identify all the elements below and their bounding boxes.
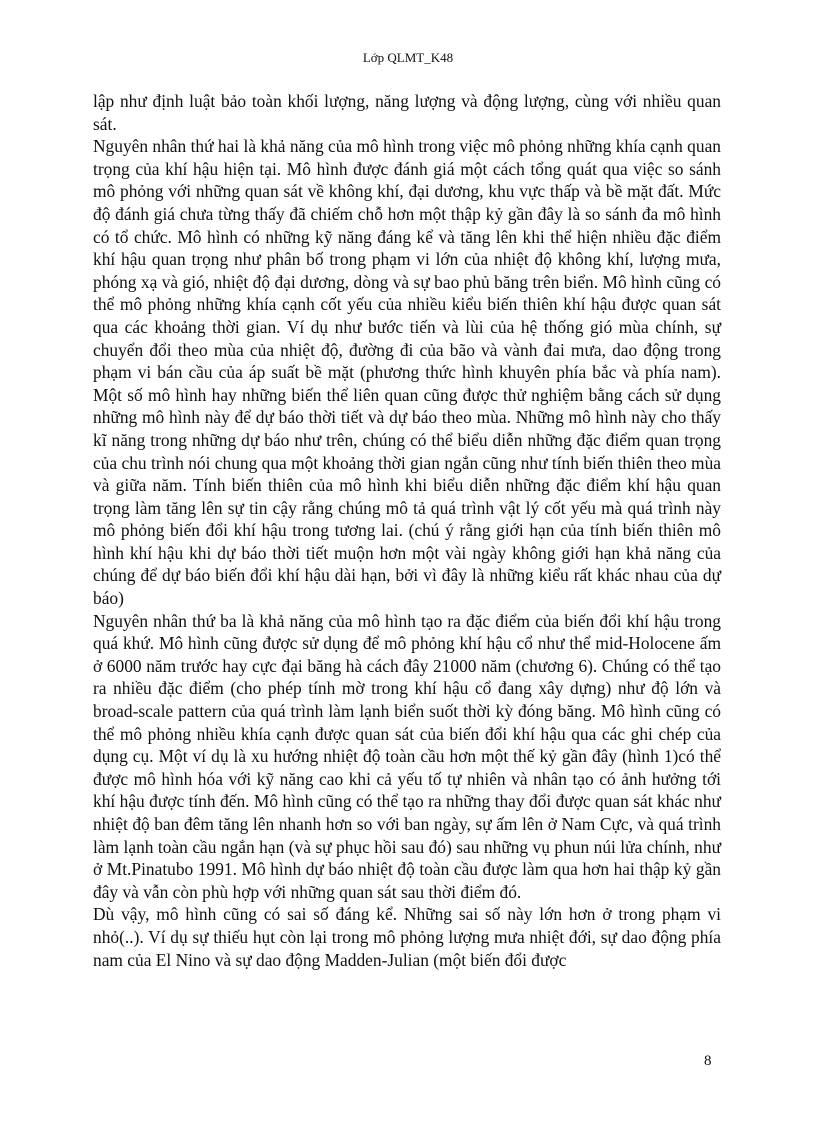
paragraph-model-errors: Dù vậy, mô hình cũng có sai số đáng kể. Những sai số này lớn hơn ở trong phạm vi nhỏ(..). Ví dụ sự thiếu hụt còn lại trong mô phỏng lượng mưa nhiệt đới, sự dao động phía nam của El Nino và sự dao động Madden-Julian (một biến đổi được: [93, 904, 721, 970]
body-text: [93, 90, 721, 971]
paragraph-second-reason: Nguyên nhân thứ hai là khả năng của mô hình trong việc mô phỏng những khía cạnh quan trọng của khí hậu hiện tại. Mô hình được đánh giá một cách tổng quát qua việc so sánh mô phỏng với những quan sát về không khí, đại dương, khu vực thấp và bề mặt đất. Mức độ đánh giá chưa từng thấy đã chiếm chỗ hơn một thập kỷ gần đây là so sánh đa mô hình có tổ chức. Mô hình có những kỹ năng đáng kể và tăng lên khi thể hiện nhiều đặc điểm khí hậu quan trọng như phân bố trong phạm vi lớn của nhiệt độ không khí, lượng mưa, phóng xạ và gió, nhiệt độ đại dương, dòng và sự bao phủ băng trên biển. Mô hình cũng có thể mô phỏng những khía cạnh cốt yếu của nhiều kiểu biến thiên khí hậu được quan sát qua các khoảng thời gian. Ví dụ như bước tiến và lùi của hệ thống gió mùa chính, sự chuyển đổi theo mùa của nhiệt độ, đường đi của bão và vành đai mưa, dao động trong phạm vi bán cầu của áp suất bề mặt (phương thức hình khuyên phía bắc và phía nam). Một số mô hình hay những biến thể liên quan cũng được thử nghiệm bằng cách sử dụng những mô hình này để dự báo thời tiết và dự báo theo mùa. Những mô hình này cho thấy kĩ năng trong những dự báo như trên, chúng có thể biểu diễn những đặc điểm quan trọng của chu trình nói chung qua một khoảng thời gian ngắn cũng như tính biến thiên theo mùa và giữa năm. Tính biến thiên của mô hình khi biểu diễn những đặc điểm khí hậu quan trọng làm tăng lên sự tin cậy rằng chúng mô tả quá trình vật lý cốt yếu mà quá trình này mô phỏng biến đổi khí hậu trong tương lai. (chú ý rằng giới hạn của tính biến thiên mô hình khí hậu khi dự báo thời tiết muộn hơn một vài ngày không giới hạn khả năng của chúng để dự báo biến đổi khí hậu dài hạn, bởi vì đây là những kiểu rất khác nhau của dự báo): [93, 136, 721, 609]
paragraph-continuation: lập như định luật bảo toàn khối lượng, năng lượng và động lượng, cùng với nhiều quan sát.: [93, 91, 721, 134]
page-header: Lớp QLMT_K48: [362, 50, 454, 65]
page-number: 8: [704, 1053, 712, 1069]
paragraph-third-reason: Nguyên nhân thứ ba là khả năng của mô hình tạo ra đặc điểm của biến đổi khí hậu trong quá khứ. Mô hình cũng được sử dụng để mô phỏng khí hậu cổ như thể mid-Holocene ấm ở 6000 năm trước hay cực đại băng hà cách đây 21000 năm (chương 6). Chúng có thể tạo ra nhiều đặc điểm (cho phép tính mờ trong khí hậu cổ đang xây dựng) như độ lớn và broad-scale pattern của quá trình làm lạnh biển suốt thời kỳ đóng băng. Mô hình cũng có thể mô phỏng nhiều khía cạnh được quan sát của biến đổi khí hậu qua các ghi chép của dụng cụ. Một ví dụ là xu hướng nhiệt độ toàn cầu hơn một thế kỷ gần đây (hình 1)có thể được mô hình hóa với kỹ năng cao khi cả yếu tố tự nhiên và nhân tạo có ảnh hưởng tới khí hậu được tính đến. Mô hình cũng có thể tạo ra những thay đổi được quan sát khác như nhiệt độ ban đêm tăng lên nhanh hơn so với ban ngày, sự ấm lên ở Nam Cực, và quá trình làm lạnh toàn cầu ngắn hạn (và sự phục hồi sau đó) sau những vụ phun núi lửa chính, như ở Mt.Pinatubo 1991. Mô hình dự báo nhiệt độ toàn cầu được làm qua hơn hai thập kỷ gần đây và vẫn còn phù hợp với những quan sát sau thời điểm đó.: [93, 610, 721, 902]
